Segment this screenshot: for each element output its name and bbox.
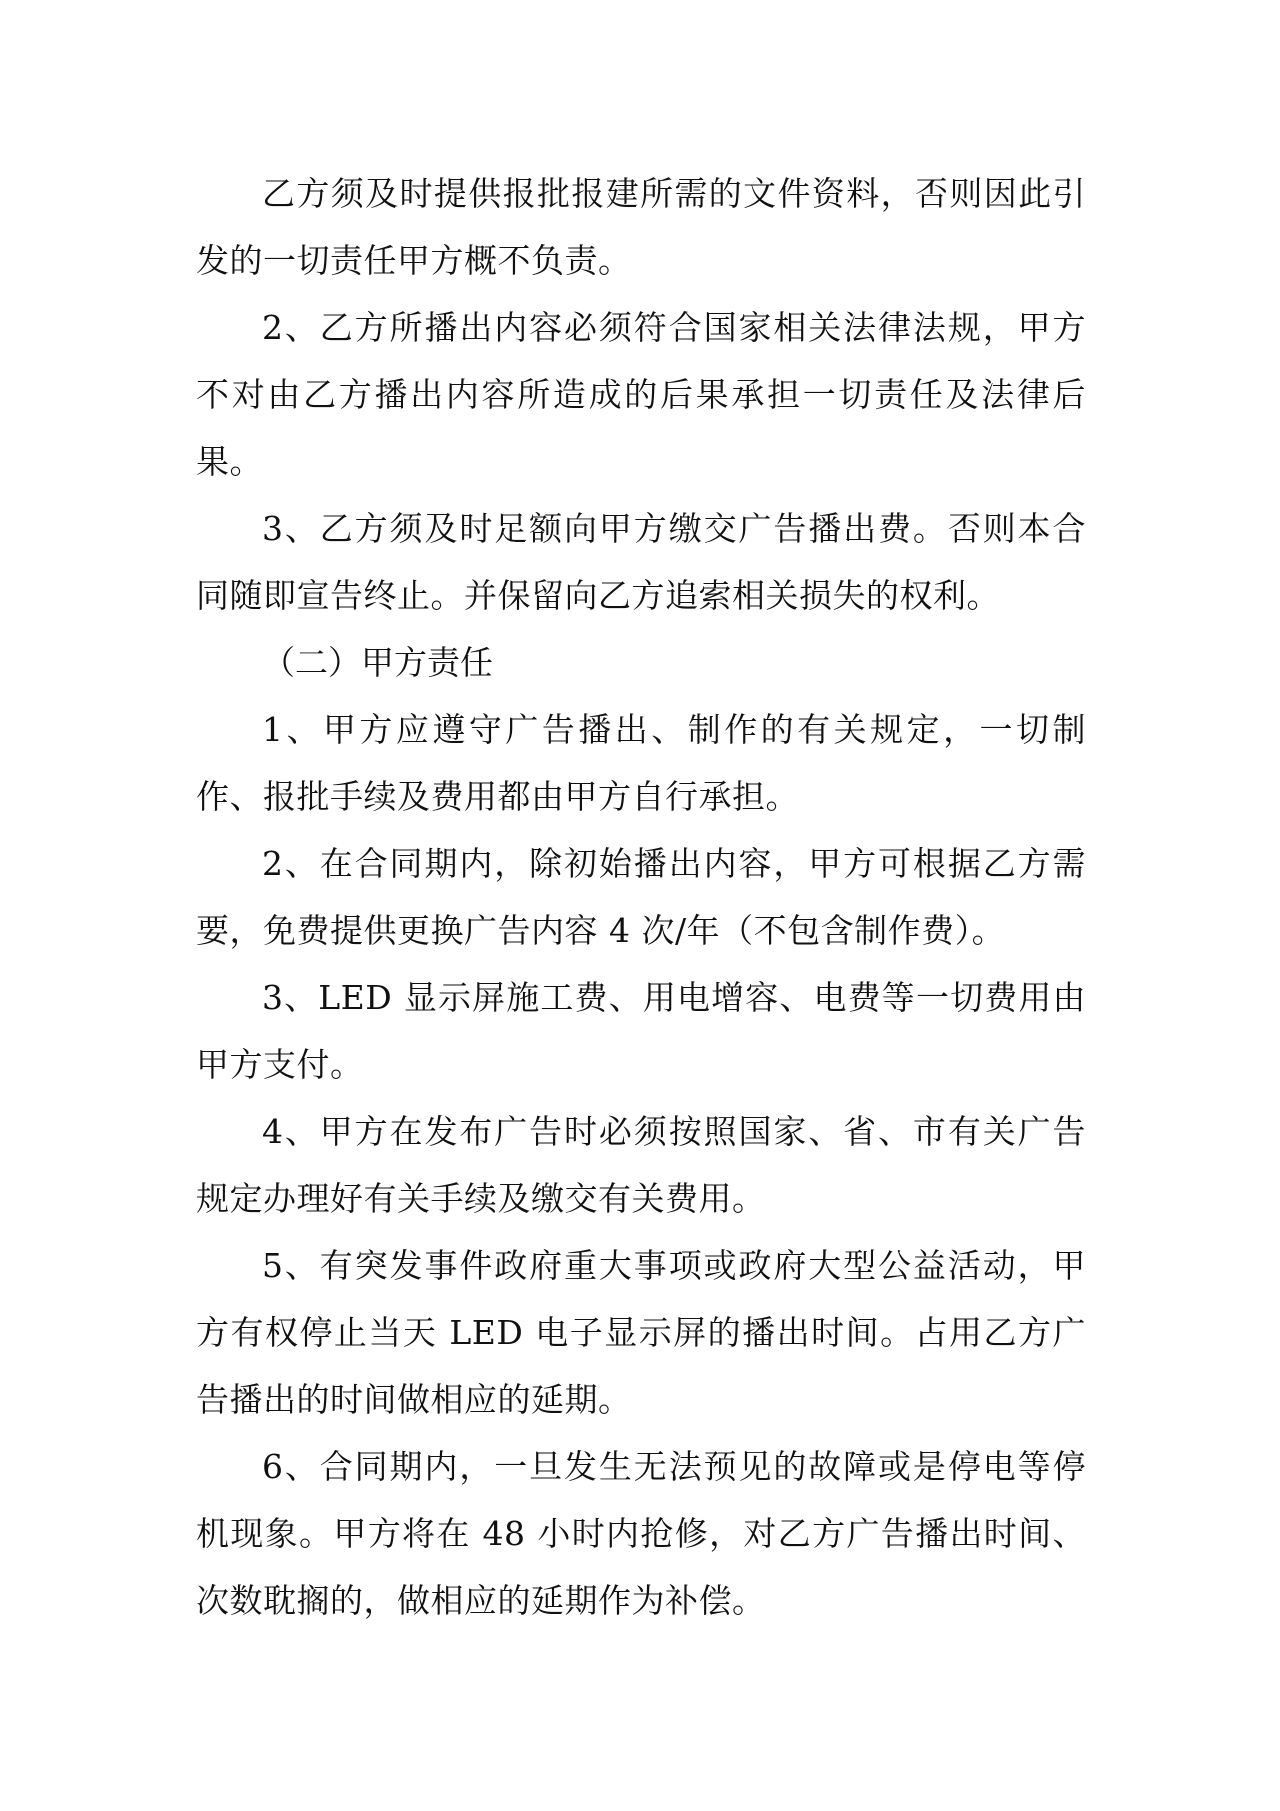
paragraph-party-a-item-6: 6、合同期内，一旦发生无法预见的故障或是停电等停机现象。甲方将在 48 小时内抢修，对乙方广告播出时间、次数耽搁的，做相应的延期作为补偿。 (196, 1447, 1086, 1620)
paragraph-party-a-item-1: 1、甲方应遵守广告播出、制作的有关规定，一切制作、报批手续及费用都由甲方自行承担。 (196, 710, 1086, 816)
paragraph-item-3-fee: 3、乙方须及时足额向甲方缴交广告播出费。否则本合同随即宣告终止。并保留向乙方追索相关损失的权利。 (196, 509, 1086, 615)
paragraph-party-a-item-5: 5、有突发事件政府重大事项或政府大型公益活动，甲方有权停止当天 LED 电子显示屏的播出时间。占用乙方广告播出的时间做相应的延期。 (196, 1246, 1086, 1419)
paragraph-party-a-item-4: 4、甲方在发布广告时必须按照国家、省、市有关广告规定办理好有关手续及缴交有关费用。 (196, 1112, 1086, 1218)
paragraph-materials: 乙方须及时提供报批报建所需的文件资料，否则因此引发的一切责任甲方概不负责。 (196, 174, 1086, 280)
section-heading-party-a: （二）甲方责任 (262, 643, 493, 682)
paragraph-party-a-item-2: 2、在合同期内，除初始播出内容，甲方可根据乙方需要，免费提供更换广告内容 4 次/年（不包含制作费）。 (196, 844, 1086, 950)
paragraph-party-a-item-3: 3、LED 显示屏施工费、用电增容、电费等一切费用由甲方支付。 (196, 978, 1086, 1084)
document-body (196, 160, 1086, 1634)
paragraph-item-2-content-law: 2、乙方所播出内容必须符合国家相关法律法规，甲方不对由乙方播出内容所造成的后果承担一切责任及法律后果。 (196, 308, 1086, 481)
